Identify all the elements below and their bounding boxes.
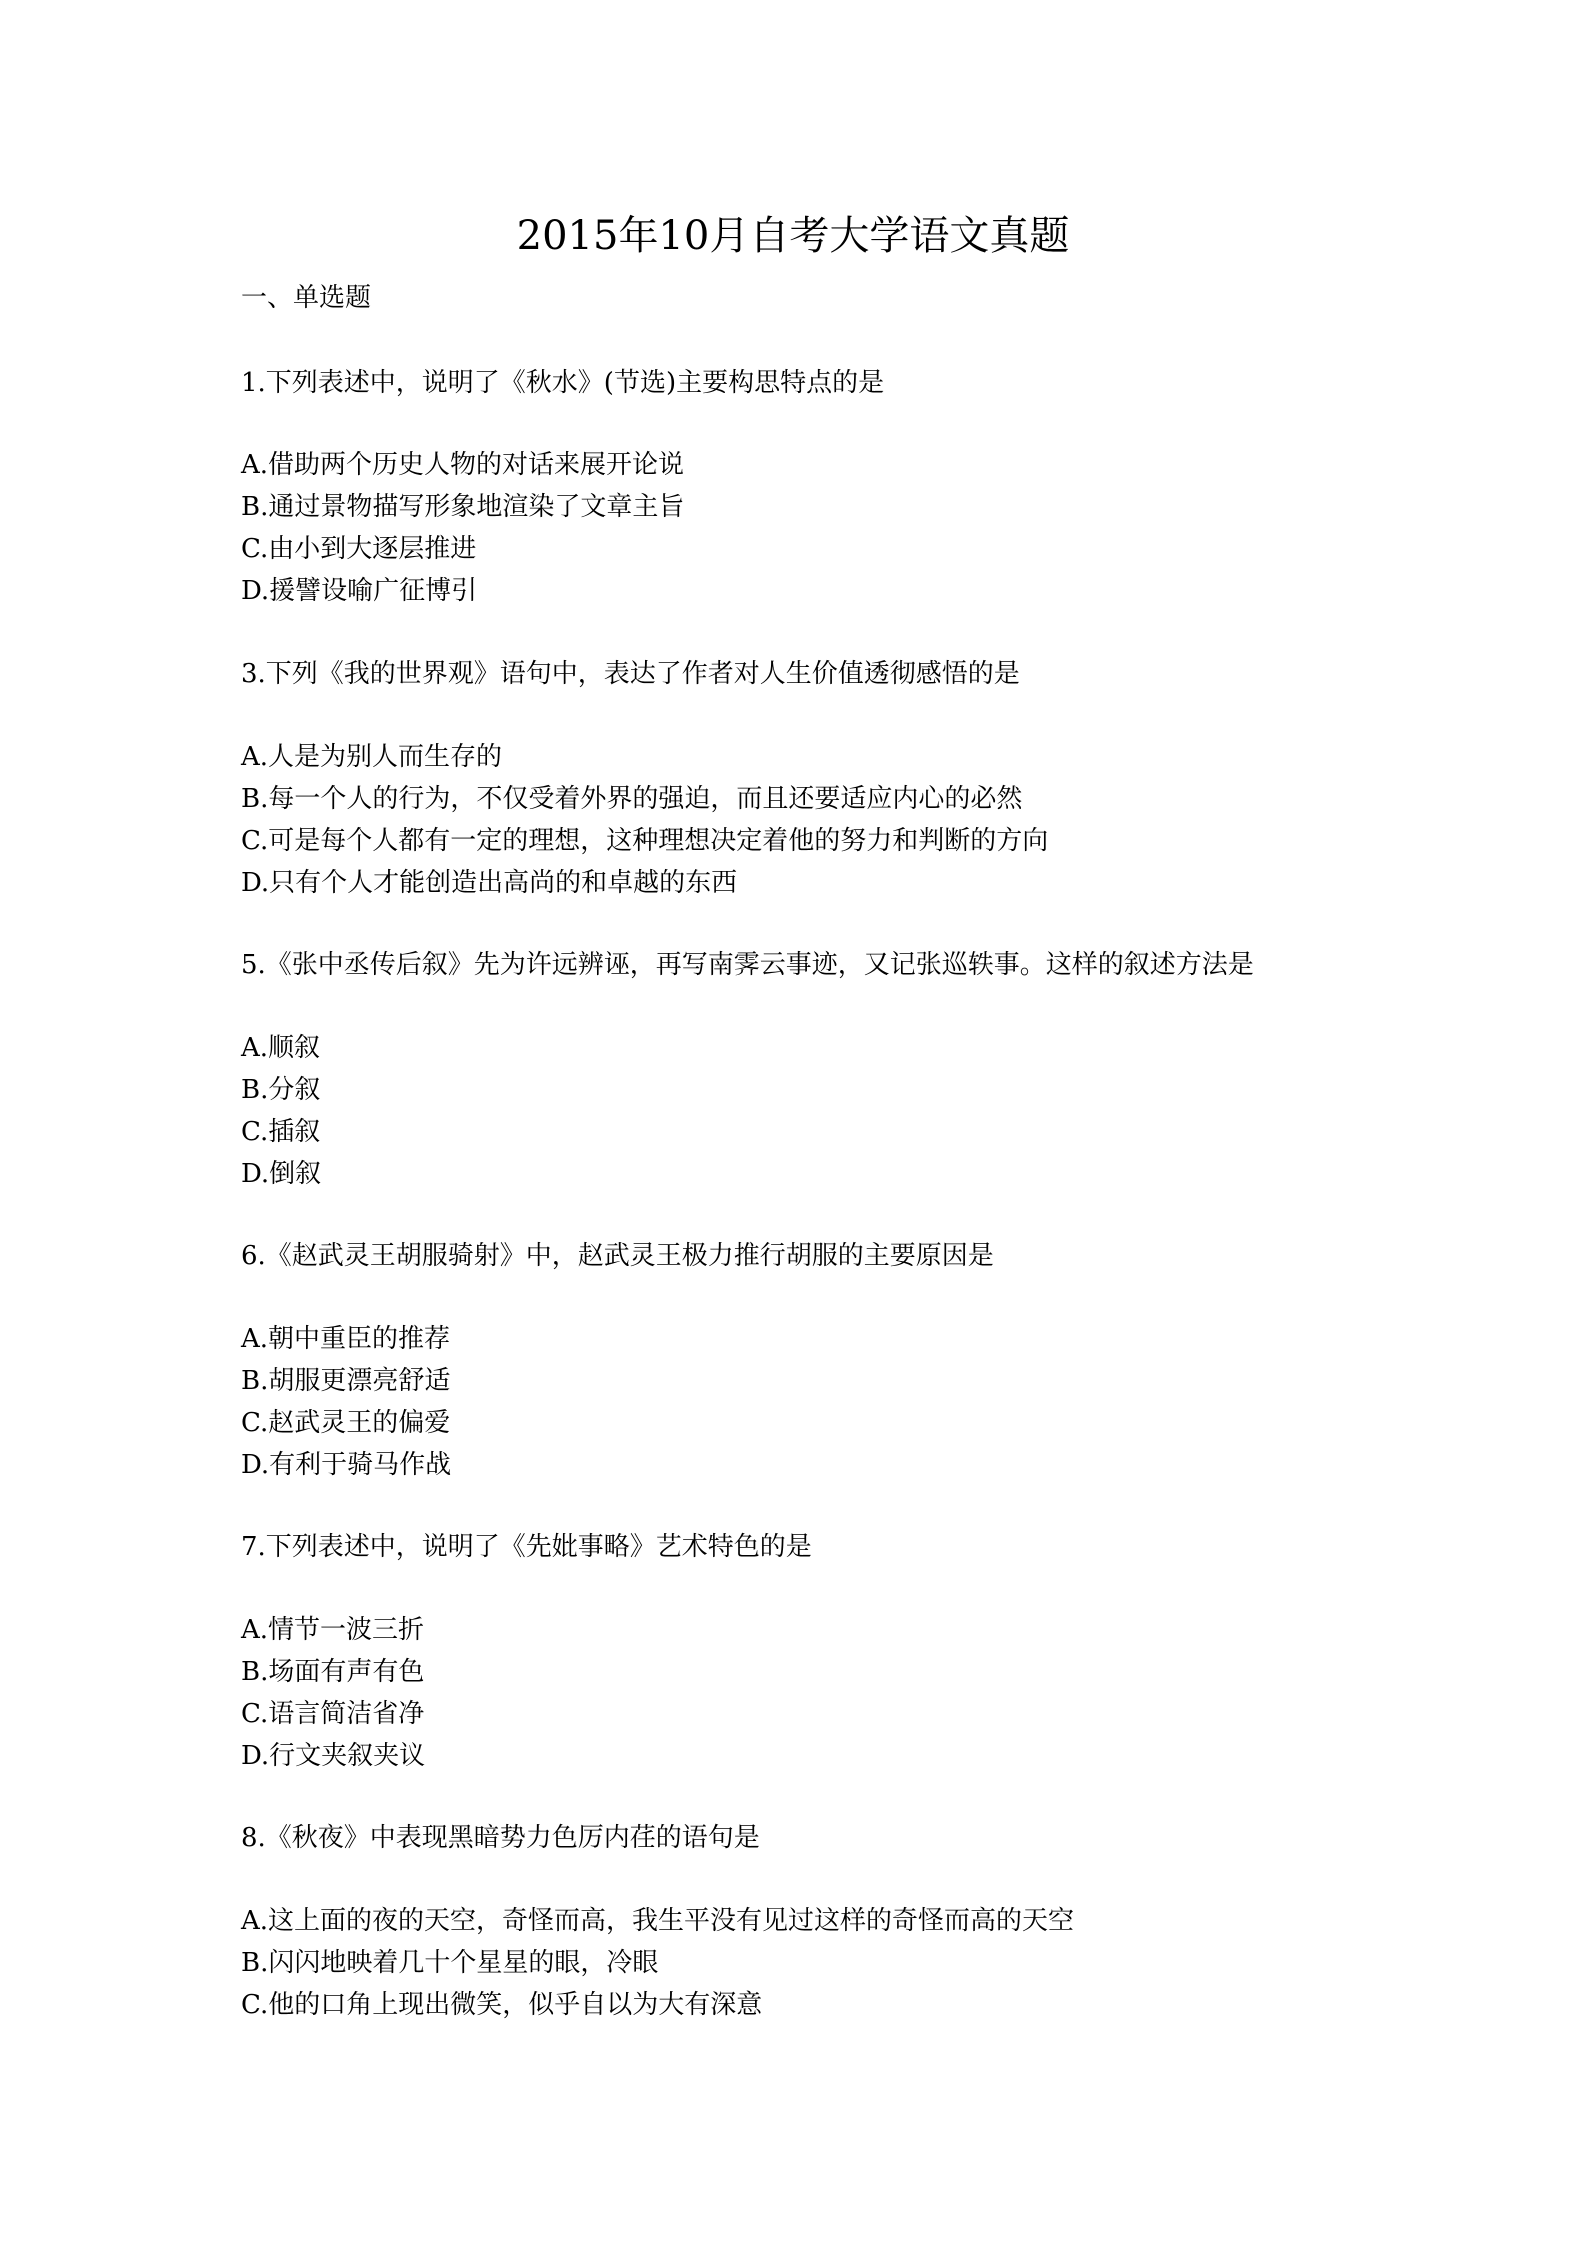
question-option: C.赵武灵王的偏爱 xyxy=(241,1408,451,1438)
question-option: C.他的口角上现出微笑，似乎自以为大有深意 xyxy=(241,1990,763,2020)
question-stem: 8.《秋夜》中表现黑暗势力色厉内荏的语句是 xyxy=(241,1823,760,1853)
question-option: B.通过景物描写形象地渲染了文章主旨 xyxy=(241,492,685,522)
question-stem: 5.《张中丞传后叙》先为许远辨诬，再写南霁云事迹，又记张巡轶事。这样的叙述方法是 xyxy=(241,950,1254,980)
question-option: D.援譬设喻广征博引 xyxy=(241,576,478,606)
question-option: B.每一个人的行为，不仅受着外界的强迫，而且还要适应内心的必然 xyxy=(241,784,1023,814)
question-option: D.有利于骑马作战 xyxy=(241,1450,452,1480)
question-option: C.由小到大逐层推进 xyxy=(241,534,477,564)
question-option: D.只有个人才能创造出高尚的和卓越的东西 xyxy=(241,868,738,898)
page-title: 2015年10月自考大学语文真题 xyxy=(516,213,1070,259)
question-stem: 7.下列表述中，说明了《先妣事略》艺术特色的是 xyxy=(241,1532,812,1562)
question-stem: 1.下列表述中，说明了《秋水》(节选)主要构思特点的是 xyxy=(241,368,885,398)
question-option: A.朝中重臣的推荐 xyxy=(241,1324,451,1354)
question-option: D.行文夹叙夹议 xyxy=(241,1741,426,1771)
question-option: C.语言简洁省净 xyxy=(241,1699,425,1729)
question-option: B.场面有声有色 xyxy=(241,1657,425,1687)
question-option: D.倒叙 xyxy=(241,1159,322,1189)
question-option: A.情节一波三折 xyxy=(241,1615,425,1645)
question-option: A.这上面的夜的天空，奇怪而高，我生平没有见过这样的奇怪而高的天空 xyxy=(241,1906,1075,1936)
question-option: B.分叙 xyxy=(241,1075,321,1105)
question-stem: 6.《赵武灵王胡服骑射》中，赵武灵王极力推行胡服的主要原因是 xyxy=(241,1241,994,1271)
question-option: A.顺叙 xyxy=(241,1033,321,1063)
question-option: B.闪闪地映着几十个星星的眼，冷眼 xyxy=(241,1948,659,1978)
question-option: A.借助两个历史人物的对话来展开论说 xyxy=(241,450,685,480)
question-option: C.可是每个人都有一定的理想，这种理想决定着他的努力和判断的方向 xyxy=(241,826,1049,856)
question-option: A.人是为别人而生存的 xyxy=(241,742,503,772)
question-stem: 3.下列《我的世界观》语句中，表达了作者对人生价值透彻感悟的是 xyxy=(241,659,1020,689)
question-option: B.胡服更漂亮舒适 xyxy=(241,1366,451,1396)
section-heading: 一、单选题 xyxy=(241,283,372,313)
question-option: C.插叙 xyxy=(241,1117,321,1147)
